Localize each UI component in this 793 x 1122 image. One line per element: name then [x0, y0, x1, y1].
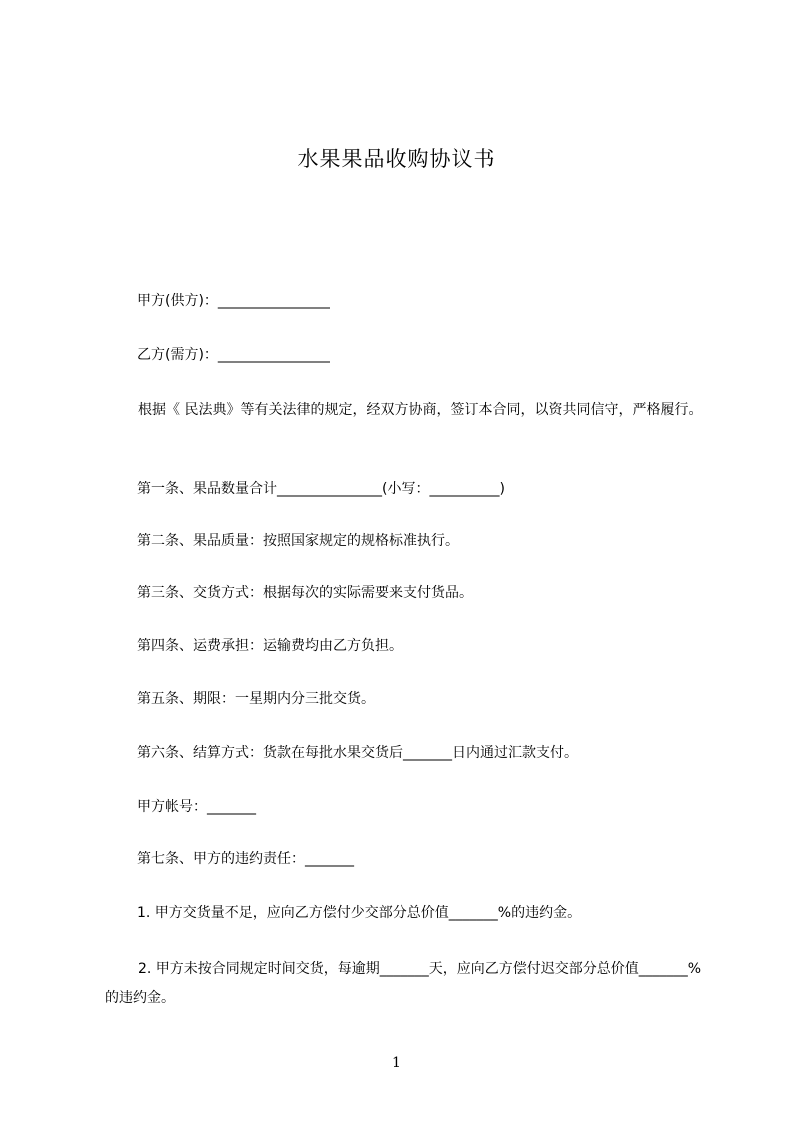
article-5: 第五条、期限：一星期内分三批交货。: [137, 691, 375, 707]
article-6: 第六条、结算方式：货款在每批水果交货后_______日内通过汇款支付。: [137, 745, 578, 761]
party-a-line: 甲方(供方)：________________: [137, 293, 330, 309]
article-7: 第七条、甲方的违约责任：_______: [137, 851, 354, 867]
page-number: 1: [392, 1055, 401, 1071]
party-a-account: 甲方帐号：_______: [137, 799, 256, 815]
clause-7-1: 1. 甲方交货量不足，应向乙方偿付少交部分总价值_______%的违约金。: [137, 905, 582, 921]
document-title: 水果果品收购协议书: [297, 147, 496, 171]
clause-7-2: 2. 甲方未按合同规定时间交货，每逾期_______天，应向乙方偿付迟交部分总价值_______%的违约金。: [105, 961, 702, 1006]
article-2: 第二条、果品质量：按照国家规定的规格标准执行。: [137, 533, 459, 549]
article-3: 第三条、交货方式：根据每次的实际需要来支付货品。: [137, 585, 473, 601]
article-4: 第四条、运费承担：运输费均由乙方负担。: [137, 638, 403, 654]
party-b-line: 乙方(需方)：________________: [137, 347, 330, 363]
article-1: 第一条、果品数量合计_______________(小写：__________): [137, 481, 505, 497]
preamble-paragraph: 根据《 民法典》等有关法律的规定，经双方协商，签订本合同，以资共同信守，严格履行。: [138, 402, 703, 418]
